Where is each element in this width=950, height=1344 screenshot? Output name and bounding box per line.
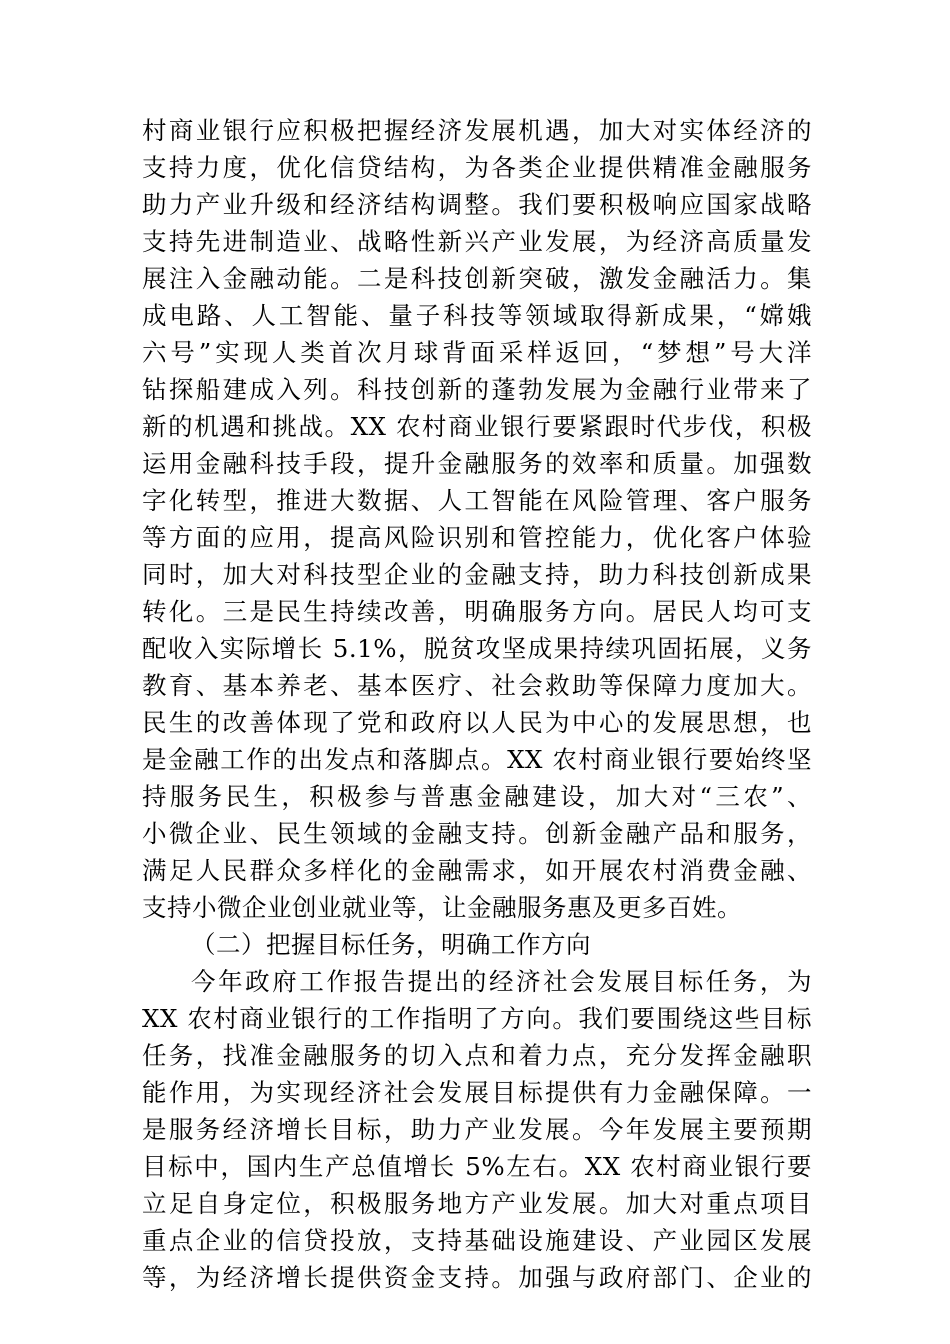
text-line: 民生的改善体现了党和政府以人民为中心的发展思想，也 xyxy=(142,708,812,737)
text-line: 六号”实现人类首次月球背面采样返回，“梦想”号大洋 xyxy=(142,338,812,367)
section-heading: （二）把握目标任务，明确工作方向 xyxy=(191,930,591,959)
text-line: 村商业银行应积极把握经济发展机遇，加大对实体经济的 xyxy=(142,116,812,145)
text-line: 支持小微企业创业就业等，让金融服务惠及更多百姓。 xyxy=(142,893,742,922)
text-line: 同时，加大对科技型企业的金融支持，助力科技创新成果 xyxy=(142,560,812,589)
text-line: 满足人民群众多样化的金融需求，如开展农村消费金融、 xyxy=(142,856,812,885)
text-line: 成电路、人工智能、量子科技等领域取得新成果，“嫦娥 xyxy=(142,301,812,330)
text-line: 持服务民生，积极参与普惠金融建设，加大对“三农”、 xyxy=(142,782,812,811)
text-line: 配收入实际增长 5.1%，脱贫攻坚成果持续巩固拓展，义务 xyxy=(142,634,812,663)
text-line: 小微企业、民生领域的金融支持。创新金融产品和服务， xyxy=(142,819,812,848)
text-line: 任务，找准金融服务的切入点和着力点，充分发挥金融职 xyxy=(142,1041,812,1070)
text-line: 支持力度，优化信贷结构，为各类企业提供精准金融服务 xyxy=(142,153,812,182)
text-line: 重点企业的信贷投放，支持基础设施建设、产业园区发展 xyxy=(142,1226,812,1255)
text-line: 钻探船建成入列。科技创新的蓬勃发展为金融行业带来了 xyxy=(142,375,812,404)
text-line: 能作用，为实现经济社会发展目标提供有力金融保障。一 xyxy=(142,1078,812,1107)
text-line: 是金融工作的出发点和落脚点。XX 农村商业银行要始终坚 xyxy=(142,745,812,774)
text-line: 教育、基本养老、基本医疗、社会救助等保障力度加大。 xyxy=(142,671,812,700)
text-line: 等方面的应用，提高风险识别和管控能力，优化客户体验 xyxy=(142,523,812,552)
text-line: 字化转型，推进大数据、人工智能在风险管理、客户服务 xyxy=(142,486,812,515)
text-line: 立足自身定位，积极服务地方产业发展。加大对重点项目 xyxy=(142,1189,812,1218)
text-line: 今年政府工作报告提出的经济社会发展目标任务，为 xyxy=(191,967,812,996)
text-line: 等，为经济增长提供资金支持。加强与政府部门、企业的 xyxy=(142,1263,812,1292)
text-line: 是服务经济增长目标，助力产业发展。今年发展主要预期 xyxy=(142,1115,812,1144)
text-line: 助力产业升级和经济结构调整。我们要积极响应国家战略 xyxy=(142,190,812,219)
text-line: 展注入金融动能。二是科技创新突破，激发金融活力。集 xyxy=(142,264,812,293)
text-line: 目标中，国内生产总值增长 5%左右。XX 农村商业银行要 xyxy=(142,1152,812,1181)
text-line: 运用金融科技手段，提升金融服务的效率和质量。加强数 xyxy=(142,449,812,478)
paragraph-1 xyxy=(142,112,812,926)
text-line: 转化。三是民生持续改善，明确服务方向。居民人均可支 xyxy=(142,597,812,626)
paragraph-2 xyxy=(142,963,812,1296)
body-text xyxy=(142,112,812,1296)
text-line: XX 农村商业银行的工作指明了方向。我们要围绕这些目标 xyxy=(142,1004,812,1033)
text-line: 支持先进制造业、战略性新兴产业发展，为经济高质量发 xyxy=(142,227,812,256)
text-line: 新的机遇和挑战。XX 农村商业银行要紧跟时代步伐，积极 xyxy=(142,412,812,441)
